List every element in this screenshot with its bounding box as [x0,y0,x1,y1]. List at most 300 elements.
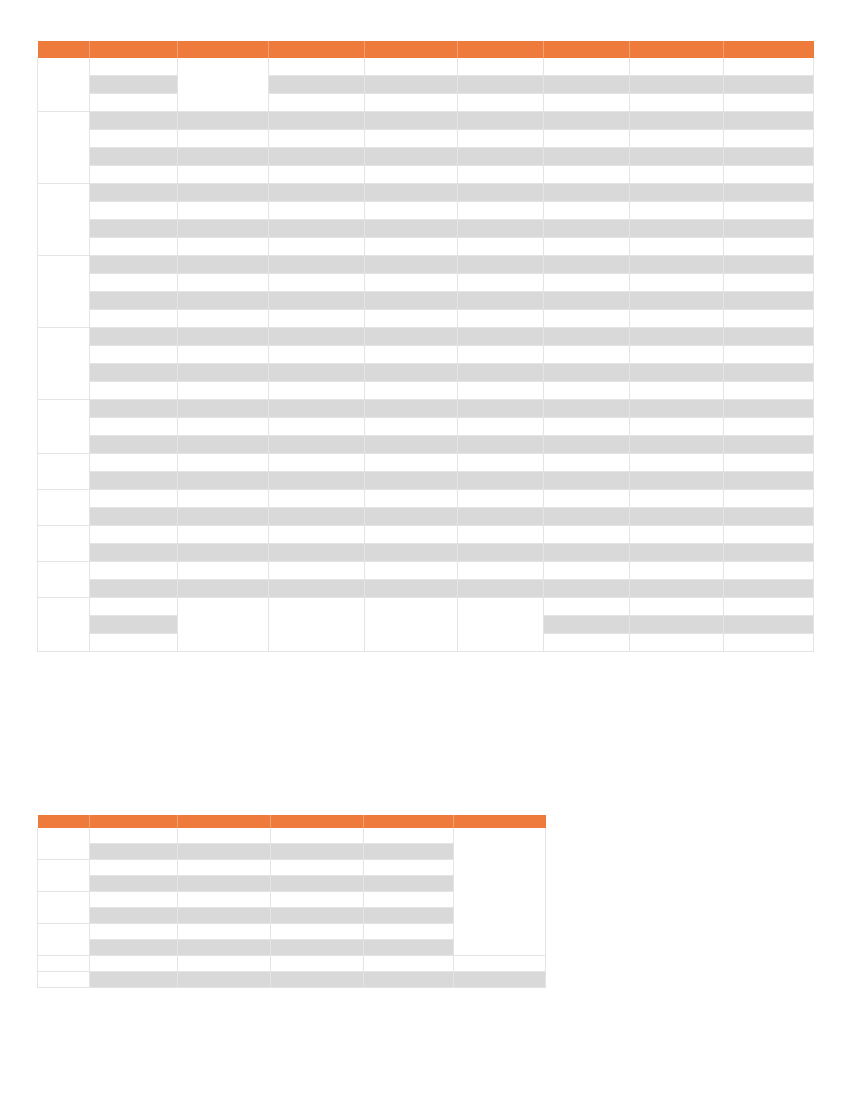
table-cell [269,418,365,436]
row-group-label [38,562,90,598]
table-cell [544,598,630,616]
table-cell [458,400,544,418]
table-cell [724,400,814,418]
table-cell [544,130,630,148]
row-group-label [38,956,90,972]
table-cell [269,76,365,94]
table-cell [458,310,544,328]
row-group-label [38,972,90,988]
row-group-label [38,400,90,454]
table-cell [724,310,814,328]
table-cell [269,562,365,580]
table-cell [630,400,724,418]
table-cell [458,418,544,436]
table-cell [458,256,544,274]
table-cell [365,238,458,256]
table-cell [630,544,724,562]
table-cell [269,58,365,76]
table-cell [724,508,814,526]
table-cell [364,924,454,940]
table-cell [90,238,178,256]
table-cell [544,220,630,238]
table-cell [365,454,458,472]
row-group-label [38,112,90,184]
table-cell [271,876,364,892]
table-row [38,436,814,454]
table-row [38,598,814,616]
table-cell [364,860,454,876]
table-cell [544,76,630,94]
table-row [38,220,814,238]
table-cell [454,956,546,972]
table-cell [90,454,178,472]
table-row [38,418,814,436]
table-cell [90,616,178,634]
table-cell [630,328,724,346]
table-cell [269,364,365,382]
table-cell [178,544,269,562]
table-cell [90,346,178,364]
table-cell [544,580,630,598]
table-cell [90,598,178,616]
table-cell [630,148,724,166]
table-cell [90,876,178,892]
table-cell [364,892,454,908]
table-row [38,562,814,580]
table-cell [269,220,365,238]
table-cell [365,310,458,328]
table-cell [90,274,178,292]
table-cell [90,130,178,148]
table-cell [544,400,630,418]
table-cell [724,94,814,112]
table-cell [458,580,544,598]
table-cell [724,364,814,382]
table-cell [544,544,630,562]
table-cell [544,148,630,166]
table-cell [90,76,178,94]
table-cell [454,828,546,956]
table-cell [630,238,724,256]
table-cell [544,256,630,274]
table-cell [724,580,814,598]
table-row [38,454,814,472]
table-cell [178,112,269,130]
table-cell [178,892,271,908]
table-cell [458,346,544,364]
table-cell [90,112,178,130]
table-cell [364,908,454,924]
table-cell [90,828,178,844]
specification-table-1 [37,41,814,652]
table-cell [365,346,458,364]
table-cell [458,526,544,544]
table-cell [724,526,814,544]
column-header [458,41,544,58]
table-cell [271,924,364,940]
table-cell [458,148,544,166]
table-cell [269,94,365,112]
table-cell [458,94,544,112]
table-cell [90,940,178,956]
table-row [38,112,814,130]
table-cell [458,508,544,526]
table-cell [544,184,630,202]
table-cell [544,526,630,544]
table-cell [724,58,814,76]
column-header [269,41,365,58]
table-cell [269,130,365,148]
table-cell [271,828,364,844]
column-header [178,41,269,58]
table-cell [365,274,458,292]
table-cell [630,508,724,526]
table-cell [458,364,544,382]
table-cell [365,58,458,76]
table-cell [271,892,364,908]
table-cell [269,166,365,184]
table-cell [458,58,544,76]
table-cell [724,292,814,310]
table-cell [630,274,724,292]
table-cell [178,526,269,544]
table-cell [365,94,458,112]
table-cell [544,418,630,436]
table-cell [724,490,814,508]
table-cell [178,908,271,924]
table-cell [724,274,814,292]
table-cell [364,956,454,972]
table-cell [365,202,458,220]
header-row [38,815,546,828]
table-cell [724,112,814,130]
table-cell [630,94,724,112]
table-cell [365,256,458,274]
table-cell [458,598,544,652]
table-cell [724,382,814,400]
table-cell [630,202,724,220]
table-cell [724,418,814,436]
table-cell [178,418,269,436]
table-cell [458,130,544,148]
table-cell [178,274,269,292]
table-cell [724,436,814,454]
table-cell [90,58,178,76]
table-cell [630,598,724,616]
table-row [38,292,814,310]
table-cell [724,76,814,94]
table-cell [90,220,178,238]
table-cell [724,454,814,472]
table-cell [458,328,544,346]
table-cell [178,202,269,220]
table-cell [364,940,454,956]
table-cell [269,256,365,274]
table-cell [630,58,724,76]
row-group-label [38,598,90,652]
table-cell [178,382,269,400]
table-cell [365,490,458,508]
table-cell [458,274,544,292]
table-cell [269,310,365,328]
table-cell [90,256,178,274]
table-cell [365,364,458,382]
table-cell [724,202,814,220]
table-cell [178,148,269,166]
table-cell [544,238,630,256]
table-cell [178,490,269,508]
column-header [364,815,454,828]
table-cell [630,256,724,274]
table-cell [269,400,365,418]
table-cell [90,508,178,526]
table-cell [544,382,630,400]
table-cell [630,346,724,364]
table-cell [630,76,724,94]
table-row [38,148,814,166]
table-cell [90,580,178,598]
table-cell [178,562,269,580]
table-cell [630,112,724,130]
table-cell [544,94,630,112]
table-cell [630,166,724,184]
table-cell [630,490,724,508]
table-cell [724,562,814,580]
table-row [38,580,814,598]
table-cell [365,166,458,184]
table-cell [454,972,546,988]
table-row [38,364,814,382]
table-cell [269,472,365,490]
table-cell [630,418,724,436]
table-row [38,256,814,274]
table-row [38,346,814,364]
table-cell [544,328,630,346]
table-cell [365,436,458,454]
table-cell [90,956,178,972]
table-cell [630,580,724,598]
specification-table-2 [37,815,546,988]
table-cell [178,844,271,860]
table-cell [269,382,365,400]
table-cell [178,828,271,844]
table-cell [630,634,724,652]
table-cell [269,292,365,310]
table-cell [630,130,724,148]
table-cell [90,972,178,988]
table-cell [90,184,178,202]
table-cell [364,844,454,860]
table-row [38,508,814,526]
table-cell [269,598,365,652]
table-cell [178,956,271,972]
table-cell [178,508,269,526]
table-cell [544,292,630,310]
table-cell [458,562,544,580]
row-group-label [38,860,90,892]
column-header [630,41,724,58]
row-group-label [38,256,90,328]
table-cell [269,112,365,130]
table-row [38,202,814,220]
table-cell [90,94,178,112]
table-cell [269,508,365,526]
table-cell [178,400,269,418]
table-cell [365,418,458,436]
table-cell [364,876,454,892]
table-row [38,166,814,184]
table-cell [544,616,630,634]
table-row [38,238,814,256]
table-cell [458,490,544,508]
table-cell [178,166,269,184]
table-cell [90,892,178,908]
row-group-label [38,490,90,526]
table-cell [630,184,724,202]
table-cell [365,562,458,580]
table-row [38,58,814,76]
table-cell [269,184,365,202]
table-cell [90,310,178,328]
table-cell [724,148,814,166]
row-group-label [38,184,90,256]
table-cell [724,238,814,256]
table-cell [458,544,544,562]
table-cell [458,472,544,490]
table-cell [630,382,724,400]
table-cell [364,828,454,844]
table-cell [630,472,724,490]
table-cell [90,908,178,924]
table-cell [724,328,814,346]
table-cell [544,490,630,508]
table-cell [269,202,365,220]
table-cell [458,184,544,202]
table-cell [178,472,269,490]
table-cell [544,310,630,328]
table-cell [269,526,365,544]
table-cell [178,436,269,454]
table-cell [544,634,630,652]
table-cell [365,148,458,166]
header-row [38,41,814,58]
table-cell [724,634,814,652]
table-cell [630,310,724,328]
table-cell [178,940,271,956]
table-cell [271,972,364,988]
table-cell [630,220,724,238]
table-cell [90,364,178,382]
table-cell [365,544,458,562]
column-header [90,41,178,58]
table-cell [630,436,724,454]
table-cell [724,598,814,616]
table-cell [458,76,544,94]
row-group-label [38,328,90,400]
table-cell [90,166,178,184]
table-cell [544,562,630,580]
table-cell [271,940,364,956]
table-cell [178,184,269,202]
table-cell [178,346,269,364]
table-cell [724,346,814,364]
table-cell [178,292,269,310]
column-header [454,815,546,828]
table-cell [269,238,365,256]
row-group-label [38,454,90,490]
table-cell [544,454,630,472]
table-cell [269,328,365,346]
table-cell [178,972,271,988]
table-cell [90,544,178,562]
table-cell [271,956,364,972]
table-cell [458,202,544,220]
table-cell [724,184,814,202]
table-cell [365,184,458,202]
table-cell [271,844,364,860]
table-cell [458,166,544,184]
row-group-label [38,58,90,112]
column-header [271,815,364,828]
table-row [38,472,814,490]
table-cell [630,616,724,634]
table-cell [365,130,458,148]
table-row [38,490,814,508]
column-header [544,41,630,58]
table-cell [544,166,630,184]
column-header [38,41,90,58]
table-cell [365,292,458,310]
table-cell [178,256,269,274]
table-cell [544,364,630,382]
row-group-label [38,526,90,562]
table-cell [269,544,365,562]
table-cell [90,490,178,508]
table-cell [271,908,364,924]
table-row [38,130,814,148]
table-cell [630,364,724,382]
table-cell [178,860,271,876]
table-row [38,310,814,328]
table-cell [90,634,178,652]
table-cell [724,166,814,184]
table-cell [178,130,269,148]
table-cell [458,220,544,238]
column-header [724,41,814,58]
table-cell [544,436,630,454]
table-cell [90,844,178,860]
table-cell [365,472,458,490]
row-group-label [38,828,90,860]
table-cell [365,508,458,526]
table-cell [630,526,724,544]
table-cell [269,148,365,166]
table-cell [90,328,178,346]
table-cell [90,860,178,876]
table-cell [458,112,544,130]
column-header [38,815,90,828]
table-cell [724,220,814,238]
table-cell [544,508,630,526]
table-cell [724,130,814,148]
table-cell [271,860,364,876]
table-cell [544,274,630,292]
table-cell [90,400,178,418]
table-row [38,828,546,844]
table-cell [269,490,365,508]
table-cell [90,526,178,544]
table-cell [178,238,269,256]
